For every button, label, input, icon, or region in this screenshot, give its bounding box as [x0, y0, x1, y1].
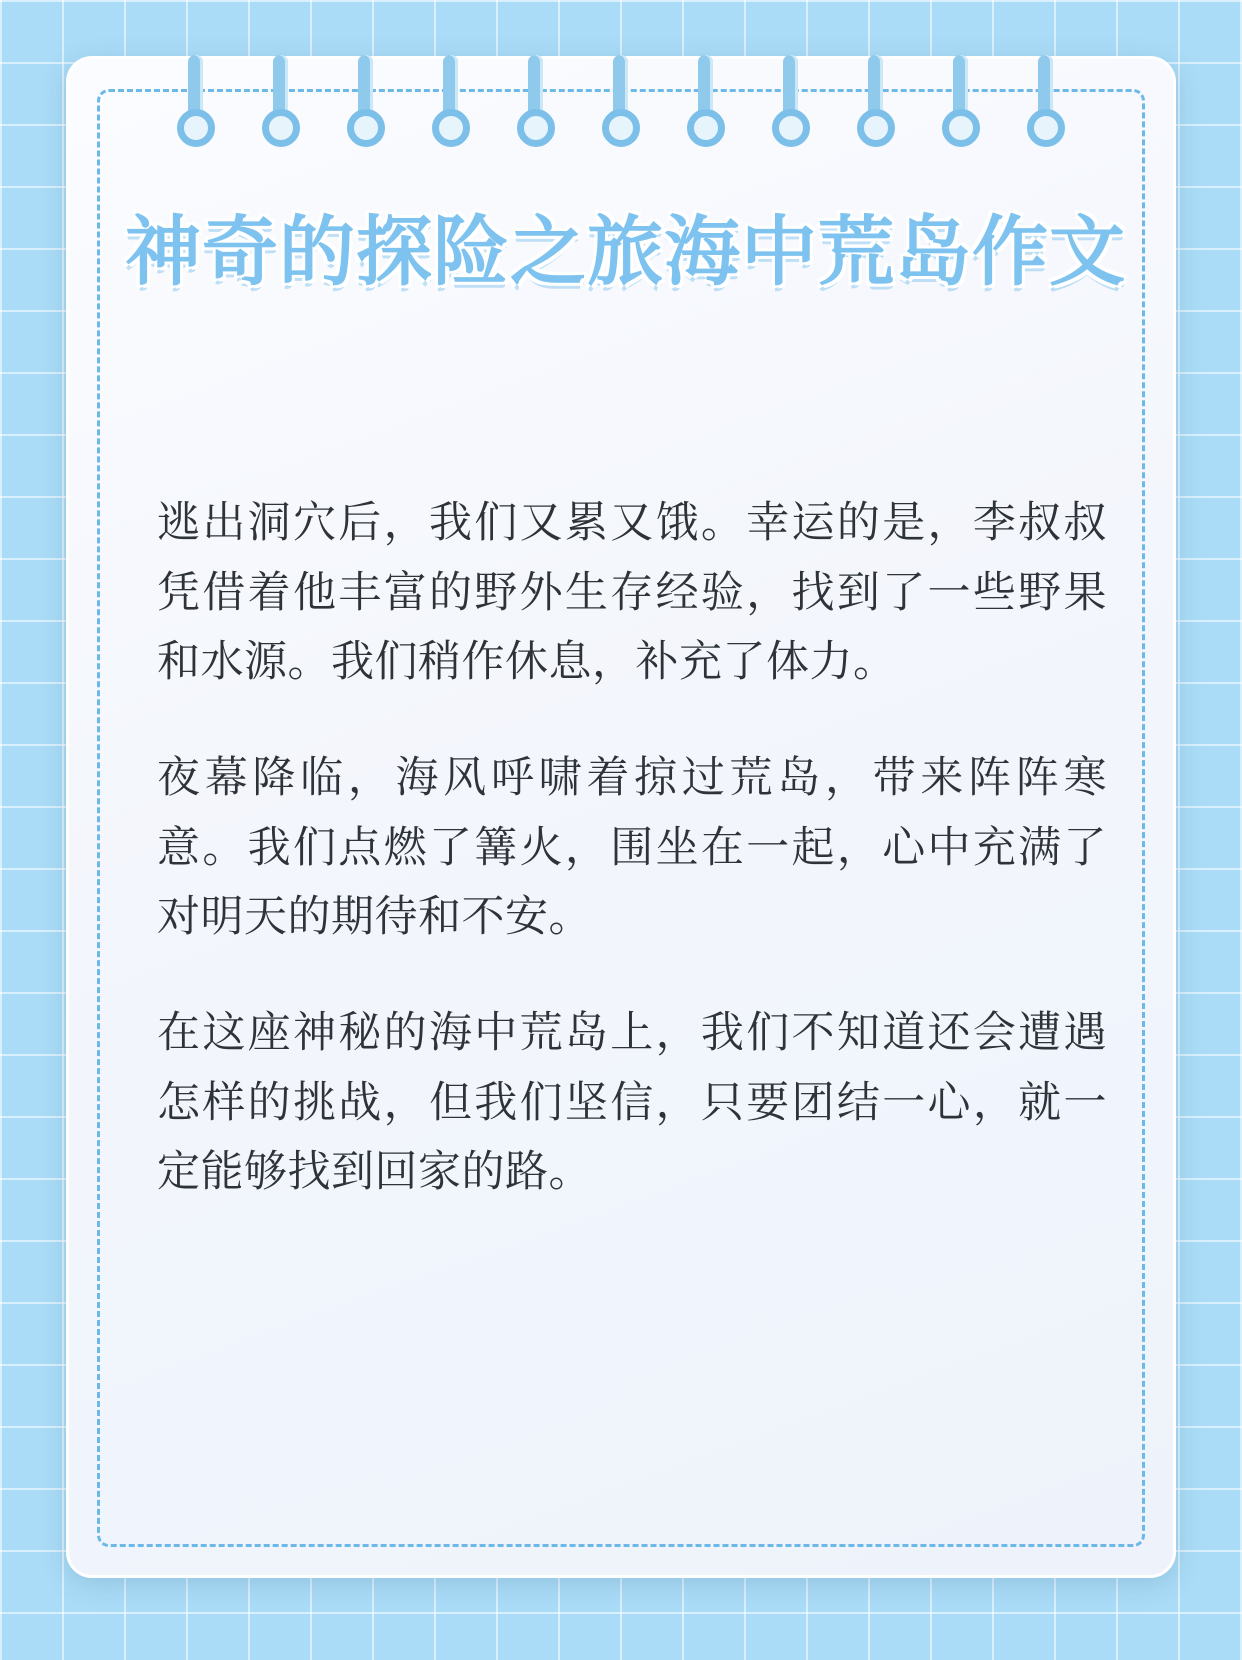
spiral-binding: [69, 55, 1179, 185]
page-title: 神奇的探险之旅海中荒岛作文: [125, 210, 1126, 295]
paragraph: 夜幕降临，海风呼啸着掠过荒岛，带来阵阵寒意。我们点燃了篝火，围坐在一起，心中充满了对明天的期待和不安。: [157, 753, 1107, 942]
paragraph: 逃出洞穴后，我们又累又饿。幸运的是，李叔叔凭借着他丰富的野外生存经验，找到了一些野果和水源。我们稍作休息，补充了体力。: [157, 499, 1107, 687]
spiral-ring-icon: [602, 55, 640, 167]
spiral-ring-icon: [432, 55, 470, 167]
spiral-ring-icon: [857, 55, 895, 167]
spiral-ring-icon: [347, 55, 385, 167]
paragraph: 在这座神秘的海中荒岛上，我们不知道还会遭遇怎样的挑战，但我们坚信，只要团结一心，就一定能够找到回家的路。: [157, 1008, 1107, 1197]
spiral-ring-icon: [772, 55, 810, 167]
article-body: [157, 489, 1107, 1208]
spiral-ring-icon: [942, 55, 980, 167]
spiral-ring-icon: [687, 55, 725, 167]
spiral-ring-icon: [177, 55, 215, 167]
spiral-ring-icon: [1027, 55, 1065, 167]
spiral-ring-icon: [262, 55, 300, 167]
spiral-ring-icon: [517, 55, 555, 167]
notebook-card: [66, 56, 1176, 1578]
